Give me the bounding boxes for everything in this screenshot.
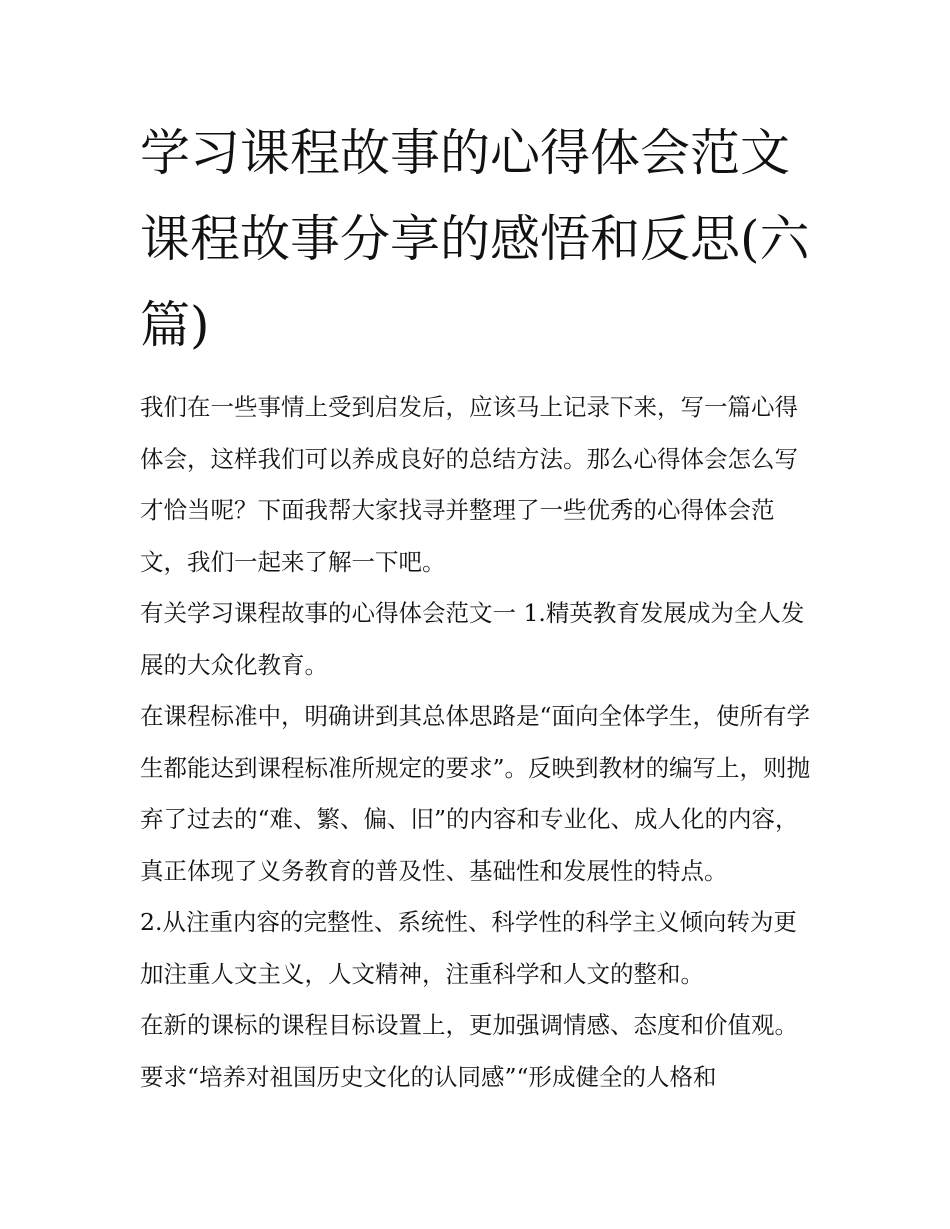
document-title: 学习课程故事的心得体会范文课程故事分享的感悟和反思(六篇) <box>140 124 810 354</box>
paragraph-section-one: 有关学习课程故事的心得体会范文一 1.精英教育发展成为全人发展的大众化教育。 <box>140 599 805 679</box>
paragraph-new-standard-goals: 在新的课标的课程目标设置上，更加强调情感、态度和价值观。要求“培养对祖国历史文化的认同感”“形成健全的人格和 <box>140 1011 798 1091</box>
paragraph-point-two: 2.从注重内容的完整性、系统性、科学性的科学主义倾向转为更加注重人文主义，人文精神，注重科学和人文的整和。 <box>140 908 797 988</box>
paragraph-intro: 我们在一些事情上受到启发后，应该马上记录下来，写一篇心得体会，这样我们可以养成良好的总结方法。那么心得体会怎么写才恰当呢？下面我帮大家找寻并整理了一些优秀的心得体会范文，我们一起来了解一下吧。 <box>140 393 798 576</box>
paragraph-curriculum-standard: 在课程标准中，明确讲到其总体思路是“面向全体学生，使所有学生都能达到课程标准所规定的要求”。反映到教材的编写上，则抛弃了过去的“难、繁、偏、旧”的内容和专业化、成人化的内容，真正体现了义务教育的普及性、基础性和发展性的特点。 <box>140 702 811 885</box>
